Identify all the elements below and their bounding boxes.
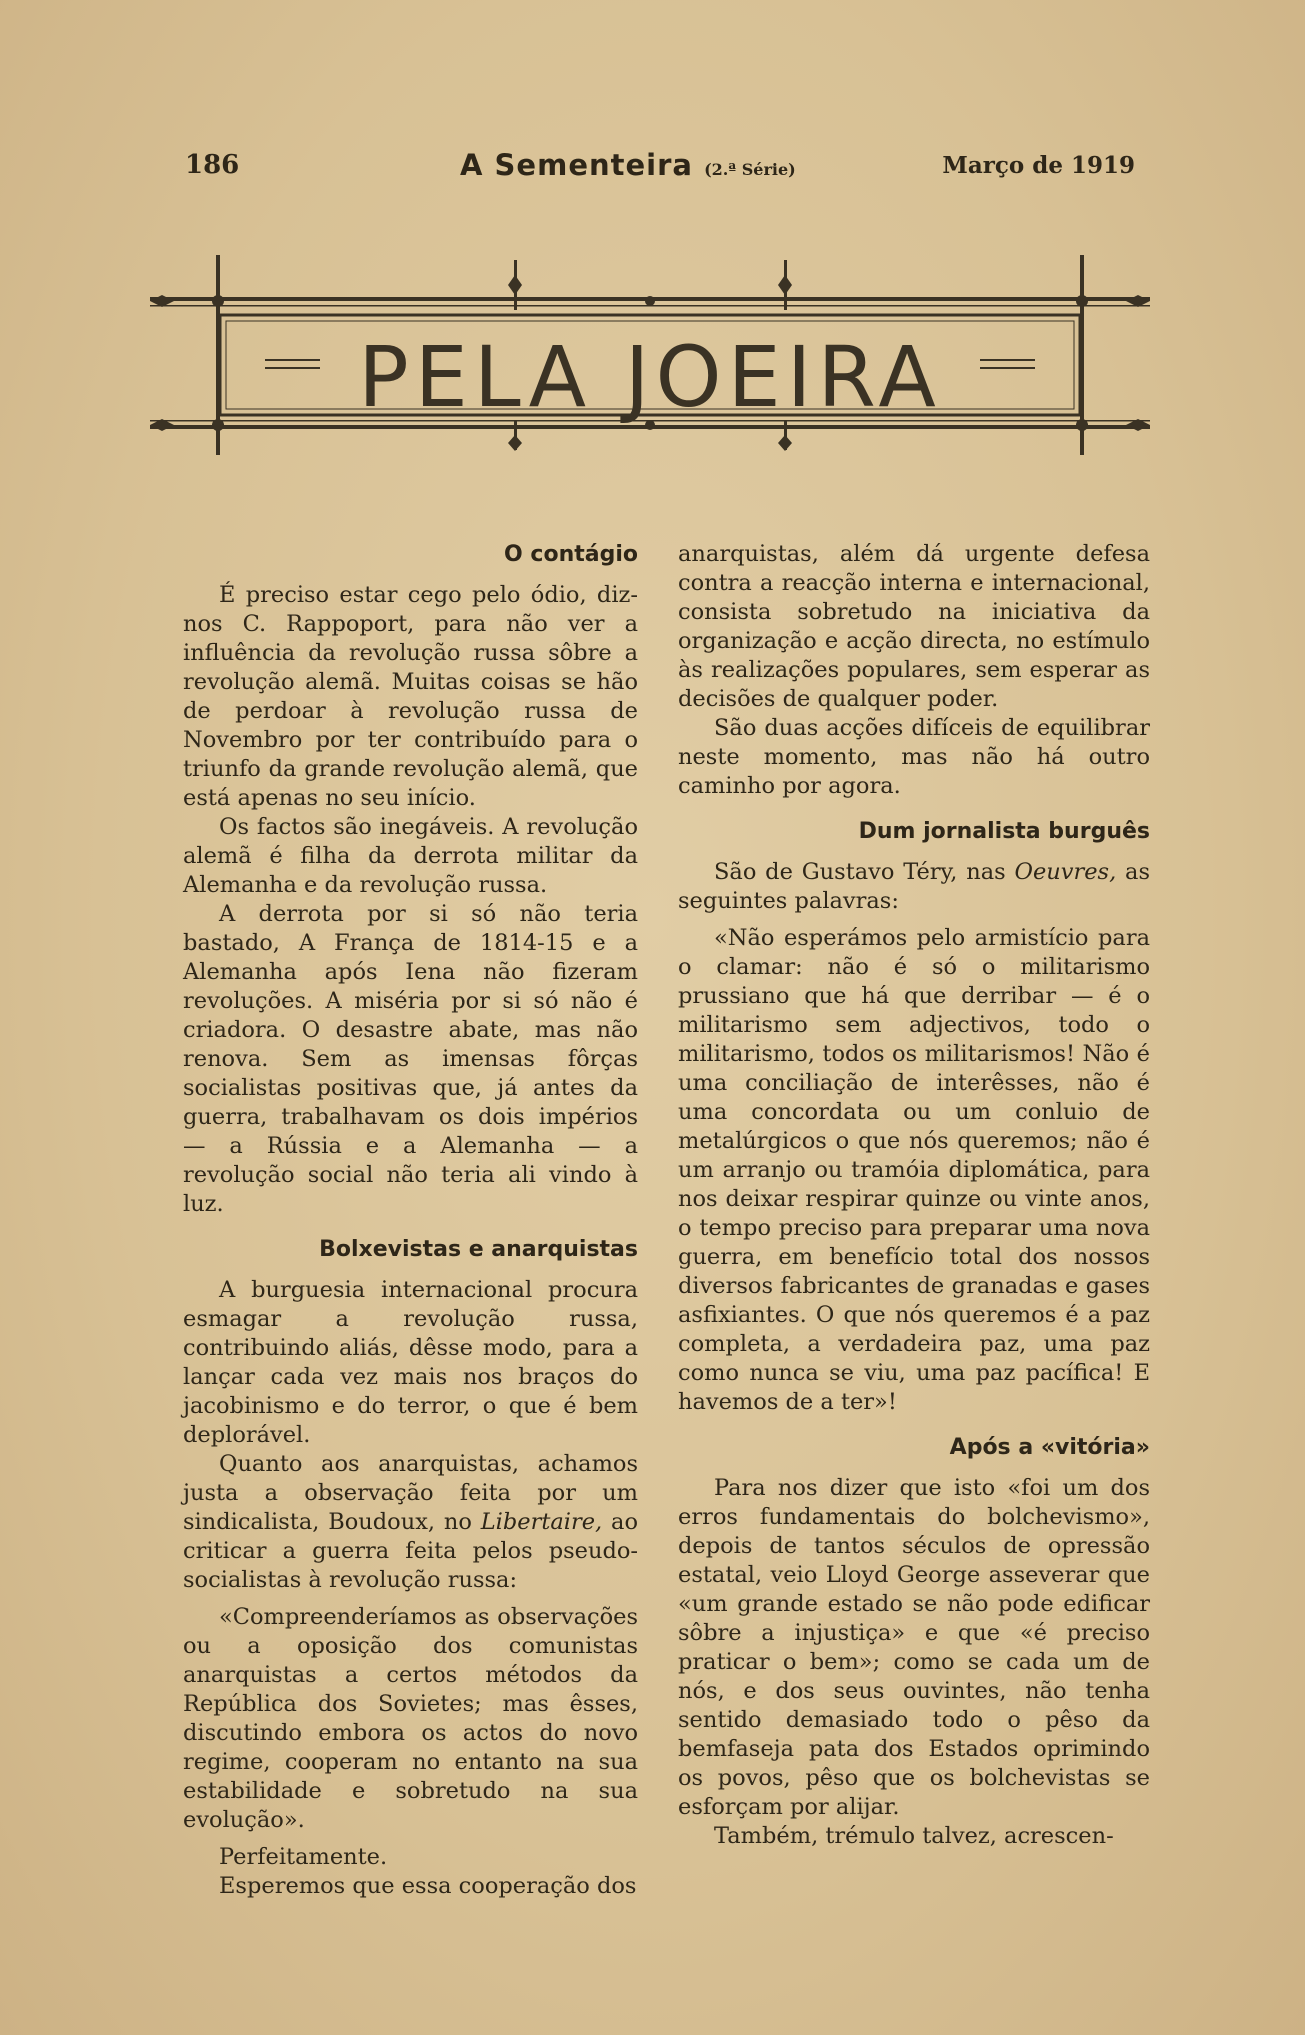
paragraph-text: ao criticar a guerra feita pelos pseudo-socialistas à revolução russa: bbox=[183, 1509, 638, 1593]
paragraph: Perfeitamente. bbox=[219, 1844, 388, 1870]
quotation: «Não esperámos pelo armistício para o clamar: não é só o militarismo prussiano que há que derribar — é o militarismo sem adjectivos, todo o militarismo, todos os militarismos! Não é uma conciliação de interêsses, não é uma concordata ou um conluio de metalúrgicos o que nós queremos; não é um arranjo ou tramóia diplomática, para nos deixar respirar quinze ou vinte anos, o tempo preciso para preparar uma nova guerra, em benefício total dos nossos diversos fabricantes de granadas e gases asfixiantes. O que nós queremos é a paz completa, a verdadeira paz, uma paz como nunca se viu, uma paz pacífica! E havemos de a ter»! bbox=[678, 925, 1150, 1415]
paragraph-text: São de Gustavo Téry, nas bbox=[714, 859, 1006, 885]
journal-title bbox=[460, 148, 796, 182]
left-column bbox=[183, 540, 638, 1901]
paragraph: Esperemos que essa cooperação dos bbox=[219, 1873, 637, 1899]
right-column bbox=[678, 540, 1150, 1851]
paragraph: A derrota por si só não teria bastado, A França de 1814-15 e a Alemanha após Iena não fizeram revoluções. A miséria por si só não é criadora. O desastre abate, mas não renova. Sem as imensas fôrças socialistas positivas que, já antes da guerra, trabalhavam os dois impérios — a Rússia e a Alemanha — a revolução social não teria ali vindo à luz. bbox=[183, 901, 638, 1217]
paragraph: anarquistas, além dá urgente defesa contra a reacção interna e internacional, consista sobretudo na iniciativa da organização e acção directa, no estímulo às realizações populares, sem esperar as decisões de qualquer poder. bbox=[678, 541, 1150, 712]
journal-title-text: A Sementeira bbox=[460, 148, 693, 182]
paragraph-text: as seguintes palavras: bbox=[678, 859, 1150, 914]
paragraph bbox=[183, 1450, 638, 1595]
paragraph bbox=[678, 858, 1150, 916]
running-head bbox=[185, 150, 1135, 190]
paragraph: Também, trémulo talvez, acrescen- bbox=[714, 1823, 1114, 1849]
section-heading-jornalista: Dum jornalista burguês bbox=[858, 819, 1150, 844]
section-heading-contagio: O contágio bbox=[504, 542, 638, 567]
paragraph: A burguesia internacional procura esmagar a revolução russa, contribuindo aliás, dêsse modo, para a lançar cada vez mais nos braços do jacobinismo e do terror, o que é bem deplorável. bbox=[183, 1277, 638, 1448]
paragraph: Os factos são inegáveis. A revolução alemã é filha da derrota militar da Alemanha e da revolução russa. bbox=[183, 814, 638, 898]
paragraph: Para nos dizer que isto «foi um dos erros fundamentais do bolchevismo», depois de tantos séculos de opressão estatal, veio Lloyd George asseverar que «um grande estado se não pode edificar sôbre a injustiça» e que «é preciso praticar o bem»; como se cada um de nós, e dos seus ouvintes, não tenha sentido demasiado todo o pêso da bemfaseja pata dos Estados oprimindo os povos, pêso que os bolchevistas se esforçam por alijar. bbox=[678, 1475, 1150, 1820]
quotation: «Compreenderíamos as observações ou a oposição dos comunistas anarquistas a certos métodos da República dos Sovietes; mas êsses, discutindo embora os actos do novo regime, cooperam no entanto na sua estabilidade e sobretudo na sua evolução». bbox=[183, 1604, 638, 1833]
paragraph: São duas acções difíceis de equilibrar neste momento, mas não há outro caminho por agora. bbox=[678, 715, 1150, 799]
series-label: (2.ª Série) bbox=[704, 160, 796, 179]
section-banner bbox=[150, 255, 1150, 455]
page-number: 186 bbox=[185, 150, 240, 180]
issue-date: Março de 1919 bbox=[942, 152, 1135, 179]
paragraph: É preciso estar cego pelo ódio, diz-nos C. Rappoport, para não ver a influência da revolução russa sôbre a revolução alemã. Muitas coisas se hão de perdoar à revolução russa de Novembro por ter contribuído para o triunfo da grande revolução alemã, que está apenas no seu início. bbox=[183, 582, 638, 811]
publication-name: Oeuvres, bbox=[1014, 859, 1117, 885]
publication-name: Libertaire, bbox=[480, 1509, 603, 1535]
paragraph-text: Quanto aos anarquistas, achamos justa a observação feita por um sindicalista, Boudoux, no bbox=[183, 1451, 638, 1535]
section-heading-vitoria: Após a «vitória» bbox=[949, 1435, 1150, 1460]
banner-title: PELA JOEIRA bbox=[358, 328, 942, 426]
section-heading-bolxevistas: Bolxevistas e anarquistas bbox=[319, 1237, 638, 1262]
